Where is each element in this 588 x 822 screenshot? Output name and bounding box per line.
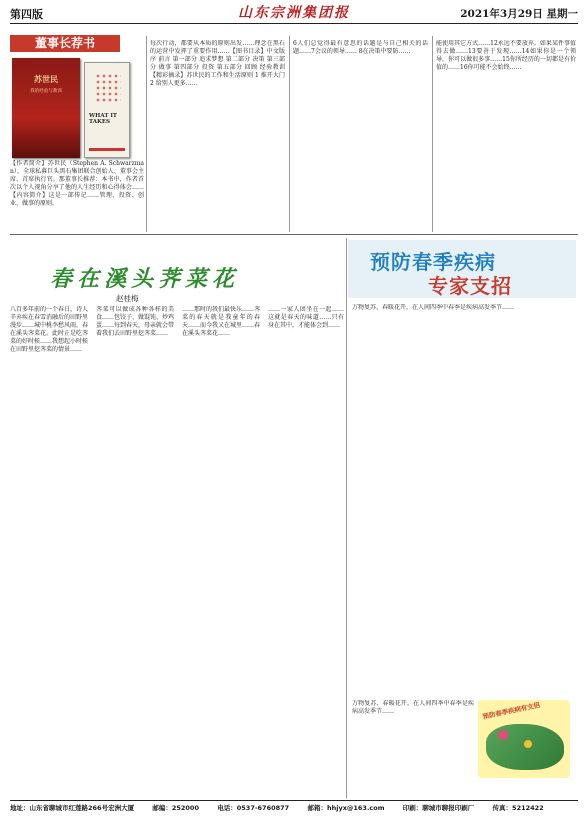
book-cover-english xyxy=(84,62,130,158)
feature-col-3: ……那时的我们最快乐……荠菜的春天就是我童年的春天……而今我又在城里……春在溪头荠菜花…… xyxy=(182,306,260,338)
footer-postcode: 邮编：252000 xyxy=(152,804,199,812)
feature-title: 春在溪头荠菜花 xyxy=(50,266,240,292)
column-rule xyxy=(289,36,290,232)
page-footer xyxy=(10,800,578,816)
health-title-line2: 专家支招 xyxy=(428,274,512,298)
footer-email: 邮箱：hhjyx@163.com xyxy=(307,804,385,812)
column-rule xyxy=(146,36,147,232)
article-col-3: 6人们总觉得最有意思的话题是与自己相关的话题……7会议的领导…… 8在决策中要防…… xyxy=(293,40,428,56)
health-title-line1: 预防春季疾病 xyxy=(370,250,496,274)
flower-icon xyxy=(498,730,508,740)
article-col-2: 每次行动，都要从本质的原则出发……理念在黑石的运营中发挥了重要作用……【图书目录】中文版序 前言 第一部分 追求梦想 第二部分 决策 第三部分 做事 第四部分 投资 第五部分 回顾 经验教训【精彩摘录】苏世民的工作和生活原则 1 推开大门 2 给别人更多…… xyxy=(150,40,285,88)
article-col-4: 能使用其它方式……12永远不要放弃。如果某件事值得去做……13要善于发现……14如果你是一个领导，你可以做很多事……15你所经历的一切都是有价值的……16你可能不会始终…… xyxy=(436,40,576,72)
footer-printer: 印刷：聊城市聊报印刷厂 xyxy=(402,804,475,812)
article-col-1: 【作者简介】苏世民（Stephen A. Schwarzman），全球私募巨头黑石集团联合创始人、董事会主席、首席执行官。那董事长推荐：本书中，作者首次以个人视角分享了他的人生经历和心得体会……【内容简介】这是一部传记……管理、投资、创业、做事的原则。 xyxy=(10,160,144,208)
masthead: 山东宗洲集团报 xyxy=(238,5,350,21)
book-cover-title: 苏世民 xyxy=(34,74,58,84)
health-article-body: 万物复苏、春暖花开，在人间四季中春季是疾病高发季节…… xyxy=(352,304,515,311)
flower-icon xyxy=(524,740,532,748)
feature-byline: 赵桂梅 xyxy=(116,294,139,303)
column-rule xyxy=(432,36,433,232)
book-cover-pattern xyxy=(95,73,121,103)
health-illustration xyxy=(478,700,570,778)
footer-phone: 电话：0537-6760877 xyxy=(217,804,290,812)
feature-col-1: 八百多年前的一个春日，诗人辛弃疾在春雪消融后的田野里漫步……城中桃李愁风雨，春在溪头荠菜花。此时正是吃荠菜的好时候……我想起小时候在田野里挖荠菜的情景…… xyxy=(10,306,88,354)
section-divider xyxy=(10,234,578,235)
book-cover-alt-title: WHAT IT TAKES xyxy=(89,113,118,125)
footer-address: 地址：山东省聊城市红莲路266号宏洲大厦 xyxy=(10,804,135,812)
section-label: 董事长荐书 xyxy=(10,35,120,52)
feature-col-4: ……一家人团坐在一起……这就是春天的味道……只有身在其中，才能体会到…… xyxy=(268,306,344,330)
book-cover-bar xyxy=(89,148,125,151)
feature-col-2: 荠菜可以做成各种各样的美食……包饺子、做馄饨、炒鸡蛋……每到春天，母亲就会带着我们去田野里挖荠菜…… xyxy=(96,306,174,338)
illustration-caption: 预防春季疾病有支招 xyxy=(481,700,541,721)
issue-date: 2021年3月29日 星期一 xyxy=(460,8,578,20)
health-article-tail: 万物复苏、春暖花开，在人间四季中春季是疾病高发季节…… xyxy=(352,700,474,716)
column-rule xyxy=(346,238,347,798)
edition-label: 第四版 xyxy=(10,8,43,21)
page-header xyxy=(10,2,578,24)
footer-fax: 传真：5212422 xyxy=(492,804,544,812)
book-cover-chinese xyxy=(12,58,80,158)
book-cover-subtitle: 我的经验与教训 xyxy=(30,89,62,94)
